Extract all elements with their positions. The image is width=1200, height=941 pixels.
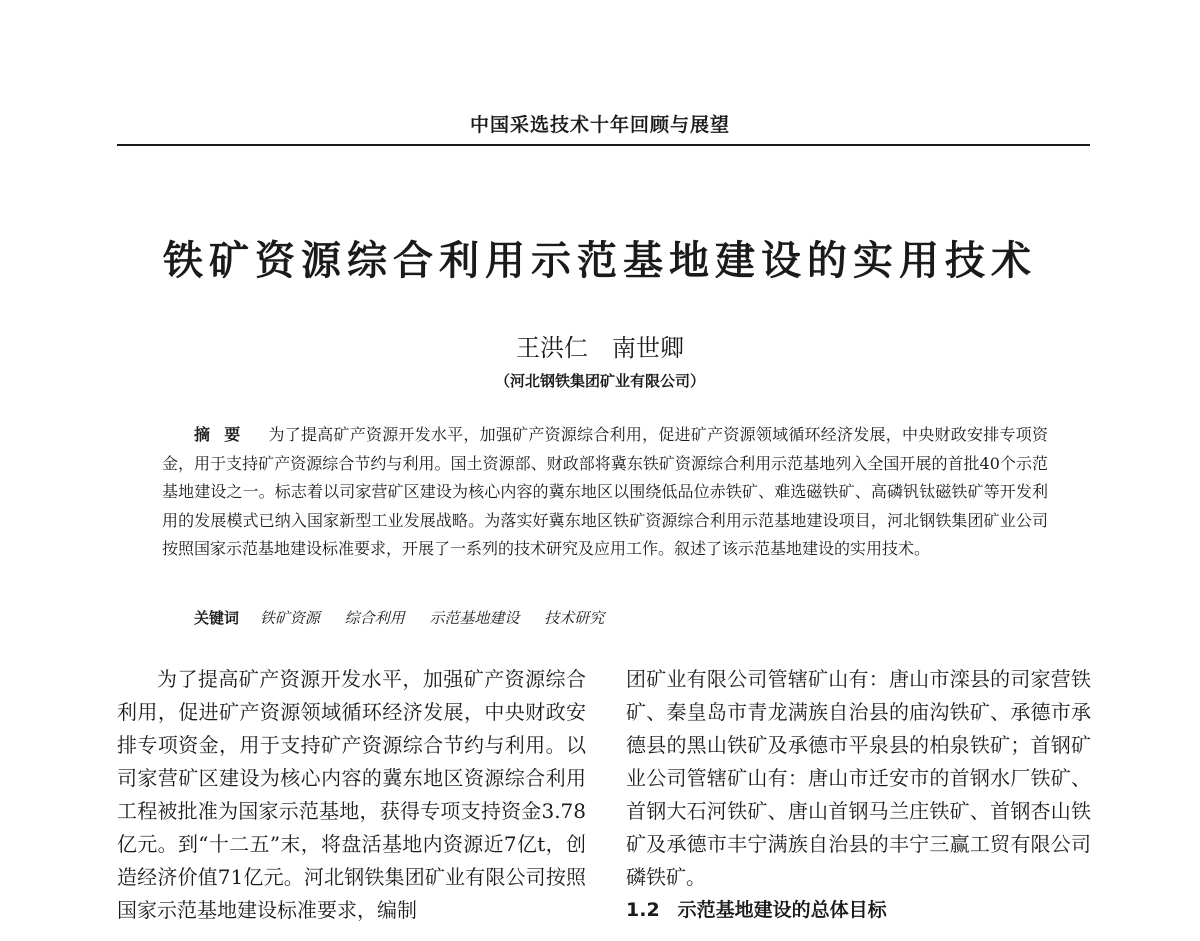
- authors: 王洪仁 南世卿: [516, 334, 684, 362]
- abstract-text: 为了提高矿产资源开发水平，加强矿产资源综合利用，促进矿产资源领域循环经济发展，中央财政安排专项资金，用于支持矿产资源综合节约与利用。国土资源部、财政部将冀东铁矿资源综合利用示范基地列入全国开展的首批40个示范基地建设之一。标志着以司家营矿区建设为核心内容的冀东地区以围绕低品位赤铁矿、难选磁铁矿、高磷钒钛磁铁矿等开发利用的发展模式已纳入国家新型工业发展战略。为落实好冀东地区铁矿资源综合利用示范基地建设项目，河北钢铁集团矿业公司按照国家示范基地建设标准要求，开展了一系列的技术研究及应用工作。叙述了该示范基地建设的实用技术。: [162, 425, 1048, 558]
- keyword-item: 技术研究: [544, 609, 605, 627]
- keyword-item: 铁矿资源: [259, 609, 320, 627]
- body-paragraph: 为了提高矿产资源开发水平，加强矿产资源综合利用，促进矿产资源领域循环经济发展，中央财政安排专项资金，用于支持矿产资源综合节约与利用。以司家营矿区建设为核心内容的冀东地区资源综合利用工程被批准为国家示范基地，获得专项支持资金3.78亿元。到“十二五”末，将盘活基地内资源近7亿t，创造经济价值71亿元。河北钢铁集团矿业有限公司按照国家示范基地建设标准要求，编制: [117, 667, 586, 922]
- keywords: [194, 605, 1054, 631]
- keyword-item: 综合利用: [344, 609, 405, 627]
- section-title: 示范基地建设的总体目标: [677, 899, 887, 921]
- header-rule: [117, 144, 1090, 146]
- section-number: 1.2: [626, 899, 660, 921]
- paper-title: 铁矿资源综合利用示范基地建设的实用技术: [163, 237, 1037, 284]
- body-paragraph: 团矿业有限公司管辖矿山有：唐山市滦县的司家营铁矿、秦皇岛市青龙满族自治县的庙沟铁矿、承德市承德县的黑山铁矿及承德市平泉县的柏泉铁矿；首钢矿业公司管辖矿山有：唐山市迁安市的首钢水厂铁矿、首钢大石河铁矿、唐山首钢马兰庄铁矿、首钢杏山铁矿及承德市丰宁满族自治县的丰宁三赢工贸有限公司磷铁矿。: [626, 667, 1091, 889]
- keyword-item: 示范基地建设: [429, 609, 520, 627]
- abstract-label: 摘要: [194, 425, 255, 444]
- affiliation: （河北钢铁集团矿业有限公司）: [494, 372, 705, 390]
- abstract: [162, 421, 1048, 564]
- body-column-left: [117, 663, 586, 927]
- running-head: 中国采选技术十年回顾与展望: [469, 114, 730, 136]
- body-column-right: [626, 663, 1091, 927]
- keywords-label: 关键词: [194, 609, 240, 627]
- section-heading: [626, 894, 1091, 927]
